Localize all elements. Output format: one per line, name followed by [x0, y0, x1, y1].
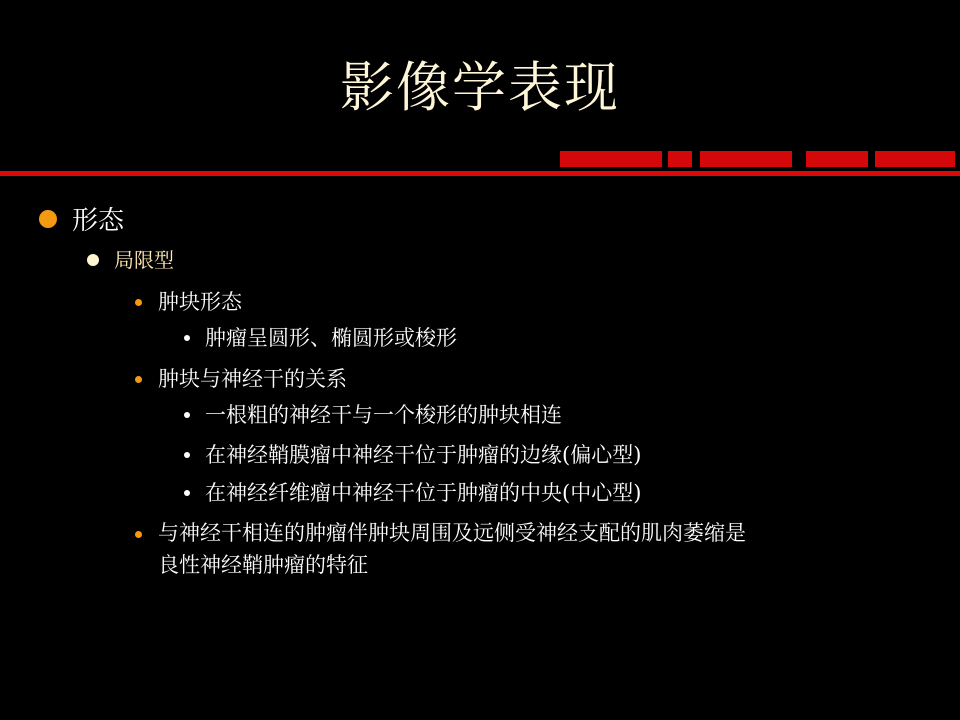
bullet-relation-item: 在神经纤维瘤中神经干位于肿瘤的中央(中心型): [205, 481, 642, 505]
bullet-dot-icon: [39, 210, 57, 228]
bullet-dot-icon: [135, 531, 142, 538]
title-divider: [0, 171, 960, 176]
decorative-red-bar: [875, 151, 955, 167]
bullet-level1: 形态: [72, 206, 125, 236]
slide-title: 影像学表现: [340, 56, 620, 119]
bullet-dot-icon: [184, 452, 190, 458]
decorative-red-bar: [668, 151, 692, 167]
bullet-shape-item: 肿瘤呈圆形、椭圆形或梭形: [205, 326, 457, 350]
decorative-red-bar: [700, 151, 792, 167]
bullet-feature-line2: 良性神经鞘肿瘤的特征: [158, 553, 368, 577]
bullet-level2: 局限型: [114, 248, 174, 272]
bullet-dot-icon: [184, 335, 190, 341]
bullet-dot-icon: [135, 376, 142, 383]
bullet-dot-icon: [135, 299, 142, 306]
bullet-dot-icon: [184, 412, 190, 418]
bullet-shape-heading: 肿块形态: [158, 290, 242, 314]
decorative-red-bar: [560, 151, 662, 167]
bullet-dot-icon: [184, 490, 190, 496]
bullet-relation-item: 在神经鞘膜瘤中神经干位于肿瘤的边缘(偏心型): [205, 443, 642, 467]
decorative-red-bar: [806, 151, 868, 167]
bullet-relation-item: 一根粗的神经干与一个梭形的肿块相连: [205, 403, 562, 427]
bullet-relation-heading: 肿块与神经干的关系: [158, 367, 347, 391]
bullet-dot-icon: [87, 254, 99, 266]
bullet-feature-line1: 与神经干相连的肿瘤伴肿块周围及远侧受神经支配的肌肉萎缩是: [158, 521, 746, 545]
